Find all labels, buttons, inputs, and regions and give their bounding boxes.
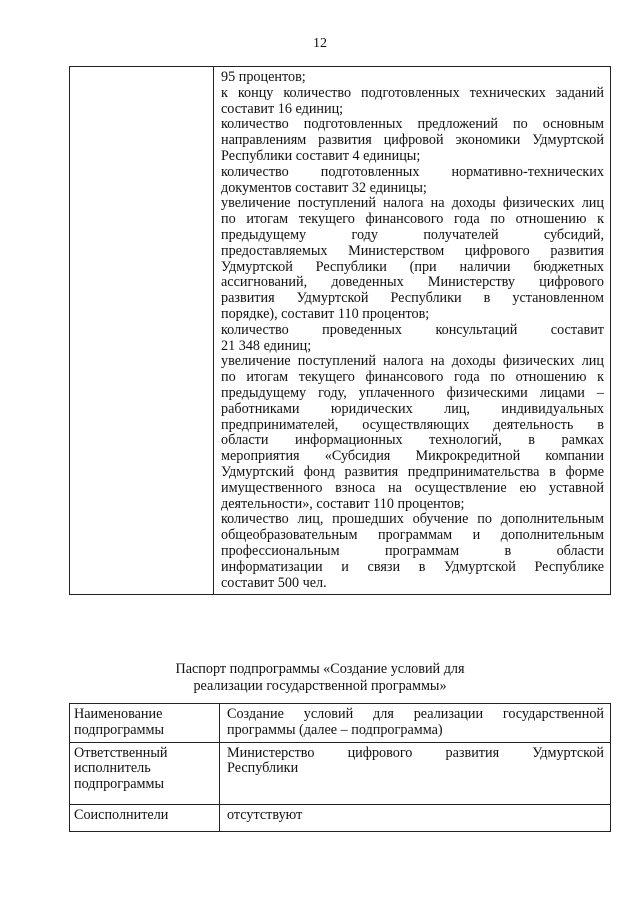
text-line: предоставляемых Министерством цифрового развития: [221, 242, 604, 259]
text-line: профессиональным программам в области: [221, 542, 604, 559]
value-line: Республики: [227, 760, 299, 777]
text-line: количество подготовленных нормативно-технических: [221, 163, 604, 180]
text-line: документов составит 32 единицы;: [221, 179, 427, 196]
text-line: ассигнований, доведенных Министерству цифрового: [221, 274, 604, 291]
table-row: [70, 67, 611, 595]
row-value-coexecutors: [220, 804, 611, 831]
section-title-line-2: реализации государственной программы»: [193, 678, 447, 694]
text-line: порядке), составит 110 процентов;: [221, 305, 430, 322]
text-line: увеличение поступлений налога на доходы физических лиц: [221, 353, 604, 370]
text-line: Удмуртской Республики (при наличии бюджетных: [221, 258, 604, 275]
section-title-line-1: Паспорт подпрограммы «Создание условий для: [175, 661, 465, 677]
text-line: предыдущему году получателей субсидий,: [221, 226, 604, 243]
value-line: Создание условий для реализации государственной: [227, 706, 604, 722]
label-line: подпрограммы: [74, 721, 164, 738]
text-line: Республики составит 4 единицы;: [221, 147, 421, 164]
indicators-text: [221, 70, 604, 591]
text-line: области информационных технологий, в рамках: [221, 432, 604, 449]
row-value-name: [220, 704, 611, 743]
text-line: мероприятия «Субсидия Микрокредитной компании: [221, 448, 604, 465]
text-line: информатизации и связи в Удмуртской Республике: [221, 558, 604, 575]
text-line: составит 16 единиц;: [221, 100, 344, 117]
row-label-name: [70, 704, 220, 743]
text-line: увеличение поступлений налога на доходы физических лиц: [221, 195, 604, 212]
text-line: направлениям развития цифровой экономики Удмуртской: [221, 132, 604, 149]
text-line: Удмуртский фонд развития предпринимательства в форме: [221, 463, 604, 480]
text-line: предыдущему году, уплаченного физическими лицами –: [221, 384, 604, 401]
text-line: работниками юридических лиц, индивидуальных: [221, 400, 604, 417]
text-line: составит 500 чел.: [221, 574, 327, 591]
value-line: программы (далее – подпрограмма): [227, 721, 443, 738]
label-line: Соисполнители: [74, 806, 169, 823]
text-line: 21 348 единиц;: [221, 337, 312, 354]
passport-table: [69, 703, 611, 832]
value-line: Министерство цифрового развития Удмуртской: [227, 744, 604, 761]
section-title: [0, 661, 640, 695]
label-line: исполнитель: [74, 760, 151, 777]
label-line: Наименование: [74, 706, 163, 722]
text-line: 95 процентов;: [221, 69, 306, 85]
table-row: [70, 742, 611, 804]
row-label-executor: [70, 742, 220, 804]
row-value-executor: [220, 742, 611, 804]
text-line: общеобразовательным программам и дополнительным: [221, 527, 604, 544]
text-line: развития Удмуртской Республики в установленном: [221, 290, 604, 307]
text-line: по итогам текущего финансового года по отношению к: [221, 369, 604, 386]
text-line: количество лиц, прошедших обучение по дополнительным: [221, 511, 604, 528]
text-line: к концу количество подготовленных технических заданий: [221, 84, 604, 101]
label-line: подпрограммы: [74, 776, 164, 793]
table-row: [70, 804, 611, 831]
text-line: количество подготовленных предложений по основным: [221, 116, 604, 133]
table-row: [70, 704, 611, 743]
text-line: предпринимателей, осуществляющих деятельность в: [221, 416, 604, 433]
text-line: количество проведенных консультаций составит: [221, 321, 604, 338]
indicators-table: [69, 66, 611, 595]
page-number: 12: [313, 36, 327, 51]
text-line: имущественного взноса на осуществление ею уставной: [221, 479, 604, 496]
text-line: по итогам текущего финансового года по отношению к: [221, 211, 604, 228]
row-label-coexecutors: [70, 804, 220, 831]
text-line: деятельности», составит 110 процентов;: [221, 495, 465, 512]
empty-label-cell: [70, 67, 214, 595]
label-line: Ответственный: [74, 744, 168, 761]
indicators-text-cell: [214, 67, 611, 595]
value-line: отсутствуют: [227, 806, 303, 823]
